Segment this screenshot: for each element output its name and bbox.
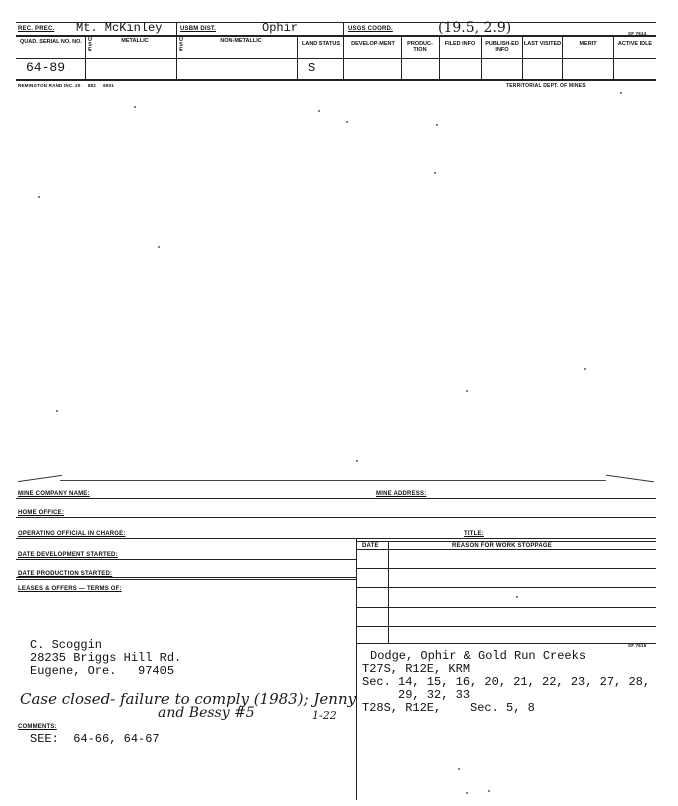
location-line5: T28S, R12E, Sec. 5, 8: [362, 701, 535, 715]
speck: [488, 790, 490, 792]
handwritten-note-line3: 1-22: [312, 709, 337, 722]
prod-started-label: DATE PRODUCTION STARTED:: [18, 571, 113, 577]
handwritten-note-line2: and Bessy #5: [158, 705, 255, 721]
form-number: SF 7614: [628, 31, 647, 36]
speck: [516, 596, 518, 598]
department-label: TERRITORIAL DEPT. OF MINES: [506, 83, 586, 89]
col-merit: MERIT: [579, 41, 597, 47]
col-land-status: LAND STATUS: [302, 41, 340, 47]
col-last-visited: LAST VISITED: [523, 41, 562, 47]
col-filed-info: FILED INFO: [444, 41, 476, 47]
form-number-2: SF 7615: [628, 643, 647, 648]
quad-serial-value: 64-89: [26, 60, 66, 75]
col-production: PRODUC-TION: [407, 41, 433, 53]
mine-company-label: MINE COMPANY NAME:: [18, 491, 90, 497]
usgs-coord-label: USGS COORD.: [348, 26, 393, 32]
owner-name: C. Scoggin: [30, 638, 103, 652]
comments-label: COMMENTS:: [18, 724, 57, 730]
speck: [466, 792, 468, 794]
location-line2: T27S, R12E, KRM: [362, 662, 471, 676]
usbm-dist-label: USBM DIST.: [180, 26, 217, 32]
col-nonmetallic: NON-METALLIC: [220, 38, 262, 44]
location-line3: Sec. 14, 15, 16, 20, 21, 22, 23, 27, 28,: [362, 675, 651, 689]
col-published-info: PUBLISH-ED INFO: [485, 41, 519, 53]
location-line4: 29, 32, 33: [362, 688, 471, 702]
reason-col-label: REASON FOR WORK STOPPAGE: [452, 543, 552, 549]
date-col-label: DATE: [362, 543, 379, 549]
speck: [318, 110, 320, 112]
comments-value: SEE: 64-66, 64-67: [30, 732, 160, 746]
operating-official-label: OPERATING OFFICIAL IN CHARGE:: [18, 531, 126, 537]
rec-prec-value: Mt. McKinley: [76, 21, 163, 35]
speck: [584, 368, 586, 370]
speck: [158, 246, 160, 248]
col-metallic: METALLIC: [121, 38, 149, 44]
mine-address-label: MINE ADDRESS:: [376, 491, 427, 497]
leases-label: LEASES & OFFERS — TERMS OF:: [18, 586, 122, 592]
col-u2: U S E: [179, 37, 183, 53]
owner-street: 28235 Briggs Hill Rd.: [30, 651, 182, 665]
usbm-dist-value: Ophir: [262, 21, 299, 35]
speck: [56, 410, 58, 412]
speck: [458, 768, 460, 770]
title-label: TITLE:: [464, 531, 484, 537]
printer-line: REMINGTON RAND INC. 20 882 6901: [18, 83, 114, 88]
usgs-coord-value: (19.5, 2.9): [438, 20, 512, 36]
col-u1: U S E: [88, 37, 92, 53]
speck: [620, 92, 622, 94]
speck: [346, 121, 348, 123]
location-line1: Dodge, Ophir & Gold Run Creeks: [370, 649, 587, 663]
speck: [356, 460, 358, 462]
col-active-idle: ACTIVE IDLE: [617, 41, 653, 47]
speck: [436, 124, 438, 126]
owner-city: Eugene, Ore. 97405: [30, 664, 175, 678]
speck: [466, 390, 468, 392]
dev-started-label: DATE DEVELOPMENT STARTED:: [18, 552, 118, 558]
handwritten-note-line1: Case closed- failure to comply (1983); Jenny: [20, 690, 357, 708]
speck: [434, 172, 436, 174]
col-quad-serial: QUAD. SERIAL NO. NO.: [20, 39, 82, 45]
speck: [134, 106, 136, 108]
land-status-value: S: [308, 61, 316, 75]
speck: [38, 196, 40, 198]
rec-prec-label: REC. PREC.: [18, 26, 55, 32]
home-office-label: HOME OFFICE:: [18, 510, 65, 516]
col-development: DEVELOP-MENT: [351, 41, 395, 47]
